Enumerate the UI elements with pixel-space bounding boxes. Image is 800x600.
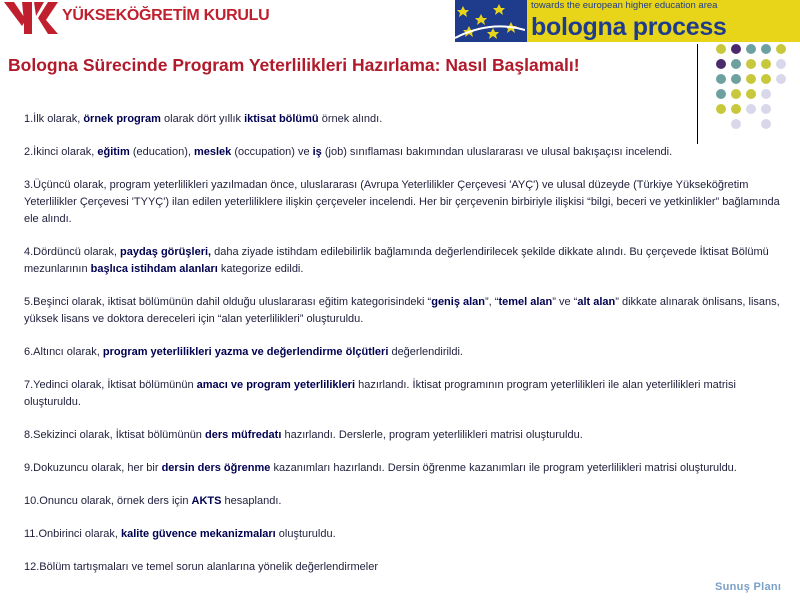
decor-dot [731,44,741,54]
text-segment: 4.Dördüncü olarak, [24,246,120,258]
text-segment: 8.Sekizinci olarak, İktisat bölümünün [24,429,205,441]
bold-term: geniş alan [431,296,486,308]
text-segment: kazanımları hazırlandı. Dersin öğrenme kazanımları ile program yeterlilikleri matrisi oluşturuldu. [270,462,737,474]
decor-dot [731,74,741,84]
bold-term: eğitim [97,146,130,158]
decor-dot [746,59,756,69]
bold-term: amacı ve program yeterlilikleri [196,379,356,391]
text-segment: örnek alındı. [318,113,383,125]
bold-term: başlıca istihdam alanları [90,263,218,275]
step-item [24,177,784,228]
bold-term: temel alan [498,296,553,308]
decor-dot [776,74,786,84]
decor-dot [761,74,771,84]
decor-dot [746,89,756,99]
decor-dot [761,44,771,54]
step-item [24,144,784,161]
decor-dot [746,44,756,54]
bold-term: dersin ders öğrenme [161,462,271,474]
step-item [24,460,784,477]
step-item [24,344,784,361]
page-title: Bologna Sürecinde Program Yeterlilikleri Hazırlama: Nasıl Başlamalı! [8,55,580,75]
yok-logo-text: YÜKSEKÖĞRETİM KURULU [62,7,270,24]
steps-list [24,111,784,592]
text-segment: 2.İkinci olarak, [24,146,98,158]
text-segment: hazırlandı. Derslerle, program yeterlilikleri matrisi oluşturuldu. [281,429,583,441]
text-segment: daha ziyade istihdam edilebilirlik bağlamında değerlendirilecek şekilde dikkate alındı. Bu çerçevede İktisat Bölümü mezunlarının [24,246,769,275]
bologna-stars-icon [455,0,525,42]
text-segment: değerlendirildi. [388,346,463,358]
decor-dot [716,74,726,84]
step-item [24,377,784,411]
text-segment: 6.Altıncı olarak, [24,346,103,358]
bold-term: alt alan [577,296,616,308]
decor-dot [716,44,726,54]
step-item [24,111,784,128]
text-segment: ” ve “ [552,296,578,308]
bold-term: iş [312,146,322,158]
step-item [24,427,784,444]
bold-term: AKTS [191,495,222,507]
step-item [24,244,784,278]
bold-term: ders müfredatı [204,429,282,441]
text-segment: (education), [129,146,194,158]
bold-term: örnek program [83,113,161,125]
bold-term: paydaş görüşleri, [120,246,212,258]
bologna-title: bologna process [527,12,800,42]
bold-term: program yeterlilikleri yazma ve değerlendirme ölçütleri [102,346,389,358]
text-segment: kategorize edildi. [217,263,304,275]
text-segment: hazırlandı. İktisat programının program yeterlilikleri ile alan yeterlilikleri matrisi oluşturuldu. [24,379,736,408]
sunus-plani-link[interactable]: Sunuş Planı [715,581,782,593]
yok-emblem-icon [2,0,62,36]
step-item [24,294,784,328]
text-segment: olarak dört yıllık [160,113,245,125]
text-segment: 7.Yedinci olarak, İktisat bölümünün [24,379,197,391]
text-segment: oluşturuldu. [275,528,336,540]
decor-dot [716,59,726,69]
yok-logo [0,0,270,36]
bologna-process-banner [455,0,800,42]
text-segment: 5.Beşinci olarak, iktisat bölümünün dahil olduğu uluslararası eğitim kategorisindeki “ [24,296,432,308]
step-item [24,493,784,510]
text-segment: 11.Onbirinci olarak, [24,528,122,540]
bold-term: kalite güvence mekanizmaları [121,528,276,540]
text-segment: 9.Dokuzuncu olarak, her bir [24,462,162,474]
decor-dot [776,59,786,69]
text-segment: ”, “ [485,296,499,308]
text-segment: ” dikkate alınarak önlisans, lisans, yüksek lisans ve doktora dereceleri için “alan yeterlilikleri” oluşturuldu. [24,296,780,325]
decor-dot [761,89,771,99]
text-segment: 12.Bölüm tartışmaları ve temel sorun alanlarına yönelik değerlendirmeler [24,561,379,573]
decor-dot [746,74,756,84]
decor-dot [731,59,741,69]
decor-dot [776,44,786,54]
bold-term: iktisat bölümü [244,113,319,125]
text-segment: 1.İlk olarak, [24,113,84,125]
decor-dot [716,89,726,99]
text-segment: 10.Onuncu olarak, örnek ders için [24,495,192,507]
decor-dot [761,59,771,69]
bologna-tagline: towards the european higher education area [527,0,800,12]
text-segment: (job) sınıflaması bakımından uluslararası ve ulusal bakışaçısı incelendi. [321,146,673,158]
bold-term: meslek [193,146,232,158]
decor-dot [731,89,741,99]
step-item [24,526,784,543]
title-divider [0,45,690,47]
text-segment: (occupation) ve [231,146,313,158]
text-segment: hesaplandı. [221,495,282,507]
step-item [24,559,784,576]
text-segment: 3.Üçüncü olarak, program yeterlilikleri yazılmadan önce, uluslararası (Avrupa Yeterlilikler Çerçevesi 'AYÇ') ve ulusal düzeyde (Türkiye Yükseköğretim Yeterlilikler Çerçevesi 'TYYÇ') ilan edilen yeterliliklere ilişkin çerçeveler incelendi. Her bir çerçevenin birbiriyle ilişkisi “bilgi, beceri ve yetkinlikler” bağlamında ele alındı. [24,179,780,225]
